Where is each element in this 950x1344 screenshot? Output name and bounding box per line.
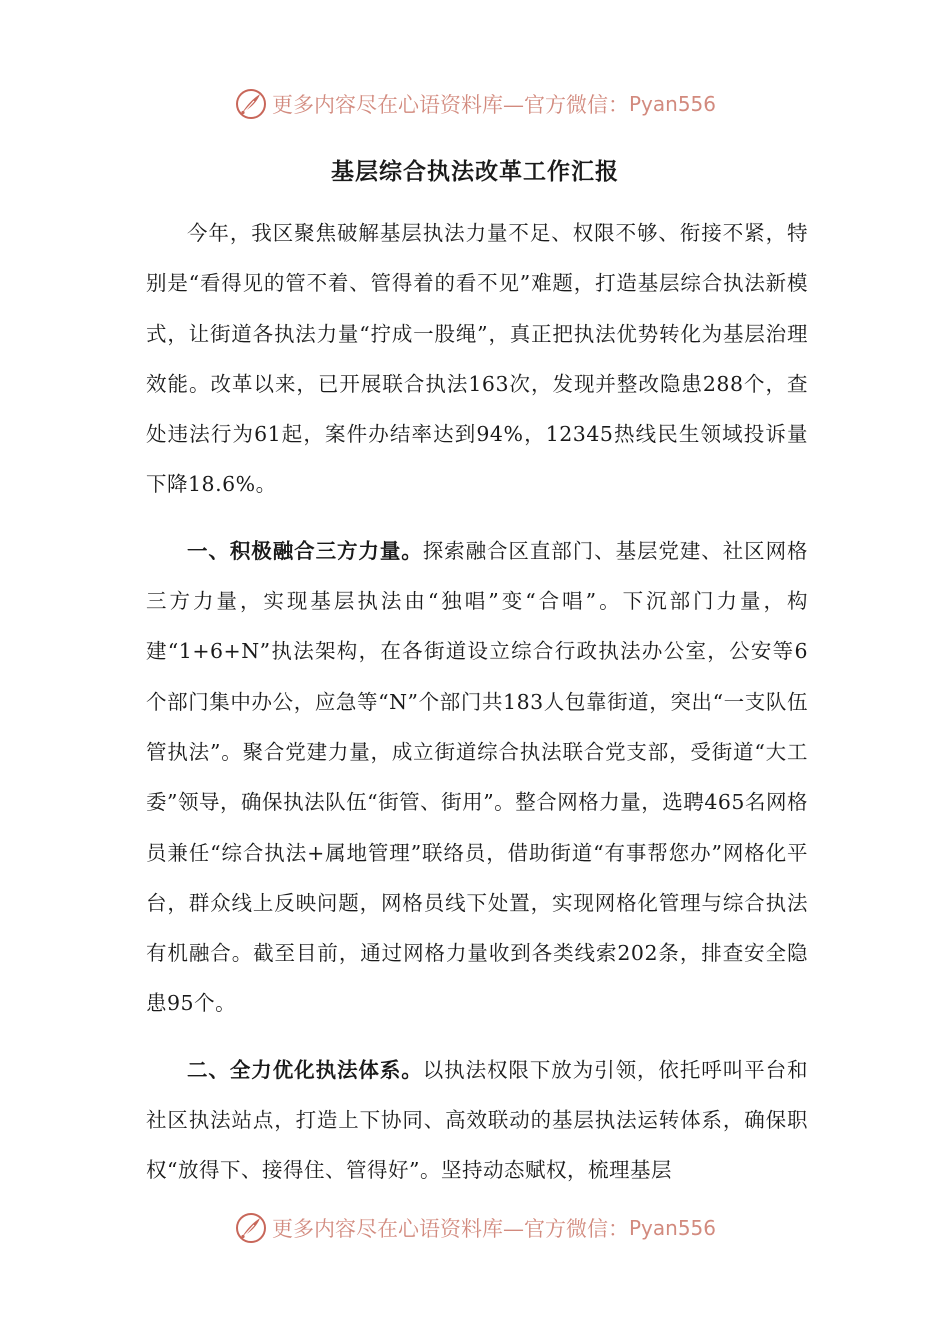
document-title: 基层综合执法改革工作汇报 [331, 158, 619, 185]
section-1-body: 探索融合区直部门、基层党建、社区网格三方力量，实现基层执法由“独唱”变“合唱”。下沉部门力量，构建“1+6+N”执法架构，在各街道设立综合行政执法办公室，公安等6个部门集中办公，应急等“N”个部门共183人包靠街道，突出“一支队伍管执法”。聚合党建力量，成立街道综合执法联合党支部，受街道“大工委”领导，确保执法队伍“街管、街用”。整合网格力量，选聘465名网格员兼任“综合执法+属地管理”联络员，借助街道“有事帮您办”网格化平台，群众线上反映问题，网格员线下处置，实现网格化管理与综合执法有机融合。截至目前，通过网格力量收到各类线索202条，排查安全隐患95个。 [146, 538, 809, 1016]
section-1-heading: 一、积极融合三方力量。 [187, 538, 423, 563]
watermark-wechat-id: Pyan556 [628, 1216, 716, 1240]
section-2-heading: 二、全力优化执法体系。 [187, 1057, 423, 1082]
watermark-wechat-id: Pyan556 [628, 92, 716, 116]
pen-nib-logo-icon [234, 87, 268, 121]
watermark-banner-top [0, 84, 950, 124]
intro-paragraph: 今年，我区聚焦破解基层执法力量不足、权限不够、衔接不紧，特别是“看得见的管不着、管得着的看不见”难题，打造基层综合执法新模式，让街道各执法力量“拧成一股绳”，真正把执法优势转化为基层治理效能。改革以来，已开展联合执法163次，发现并整改隐患288个，查处违法行为61起，案件办结率达到94%，12345热线民生领域投诉量下降18.6%。 [146, 221, 808, 497]
section-2-body: 以执法权限下放为引领，依托呼叫平台和社区执法站点，打造上下协同、高效联动的基层执法运转体系，确保职权“放得下、接得住、管得好”。坚持动态赋权，梳理基层 [146, 1057, 809, 1183]
watermark-text: 更多内容尽在心语资料库—官方微信： [271, 93, 629, 117]
pen-nib-logo-icon [234, 1211, 268, 1245]
watermark-banner-bottom [0, 1208, 950, 1248]
section-1-paragraph [146, 526, 808, 1029]
watermark-text: 更多内容尽在心语资料库—官方微信： [271, 1217, 629, 1241]
section-2-paragraph [146, 1045, 808, 1196]
document-body [146, 208, 808, 1212]
